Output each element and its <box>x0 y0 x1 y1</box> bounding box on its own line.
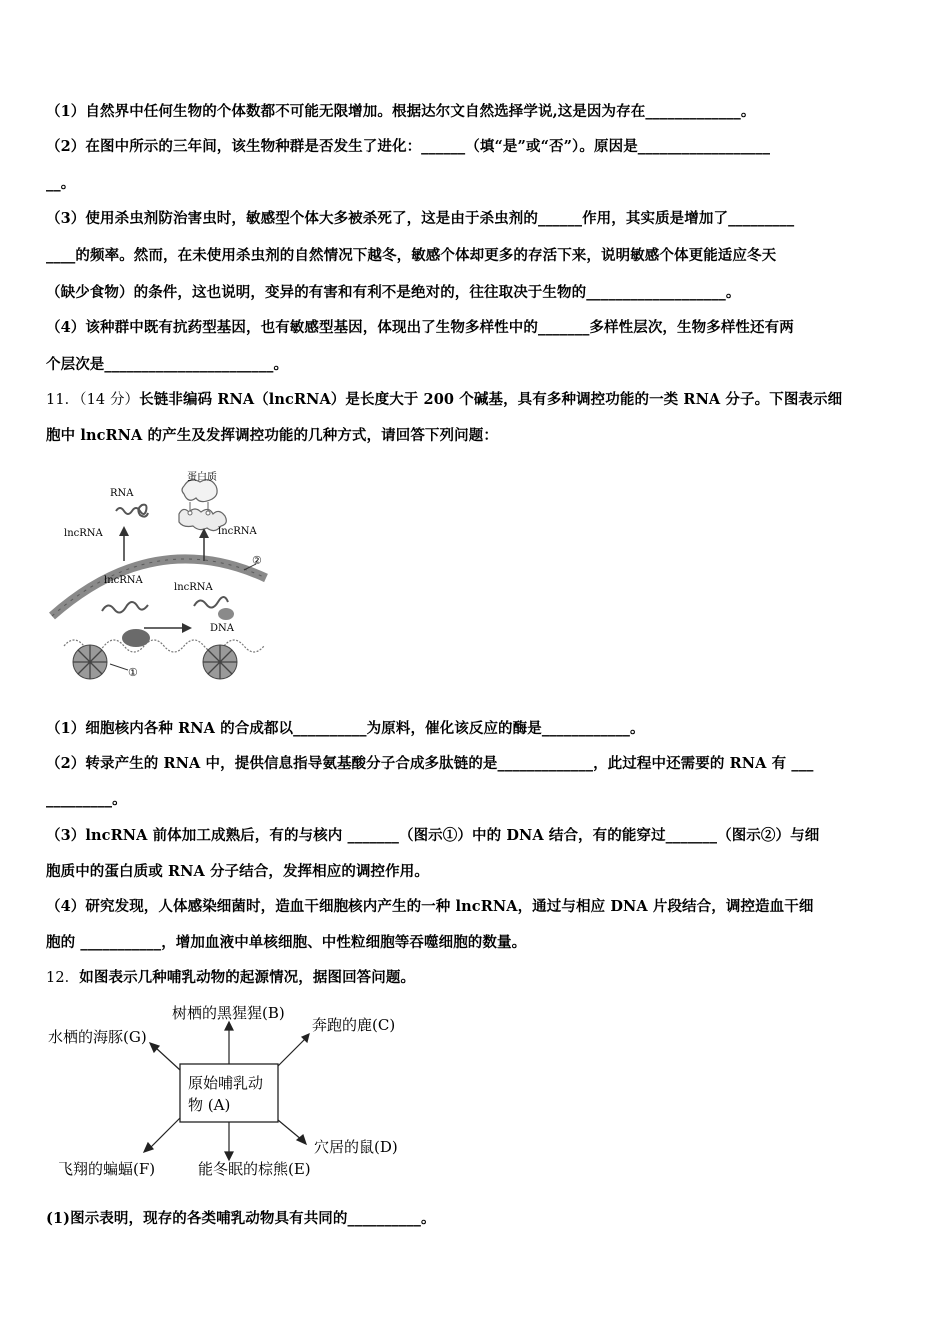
q10-line-7: （4）该种群中既有抗药型基因，也有敏感型基因，体现出了生物多样性中的_______多样性层次，生物多样性还有两 <box>46 319 794 336</box>
lncrna-diagram <box>44 466 274 681</box>
q11-part-3b: 胞质中的蛋白质或 RNA 分子结合，发挥相应的调控作用。 <box>46 863 429 880</box>
protein-blob <box>182 480 217 502</box>
q10-line-8: 个层次是_______________________。 <box>46 356 289 373</box>
label-dna: DNA <box>210 623 234 634</box>
q11-part-2a: （2）转录产生的 RNA 中，提供信息指导氨基酸分子合成多肽链的是_____________，此过程中还需要的 RNA 有 ___ <box>46 755 814 772</box>
label-lncrna-left: lncRNA <box>64 528 103 539</box>
q11-part-3a: （3）lncRNA 前体加工成熟后，有的与核内 _______（图示①）中的 DNA 结合，有的能穿过_______（图示②）与细 <box>46 827 820 844</box>
q12-part-1: (1)图示表明，现存的各类哺乳动物具有共同的__________。 <box>46 1210 436 1227</box>
label-rna: RNA <box>110 488 134 499</box>
q12-number: 12． <box>46 970 80 986</box>
label-g: 水栖的海豚(G) <box>48 1028 147 1046</box>
q12-intro: 如图表示几种哺乳动物的起源情况，据图回答问题。 <box>79 969 416 986</box>
q11-stem-text: 长链非编码 RNA（lncRNA）是长度大于 200 个碱基，具有多种调控功能的一类 RNA 分子。下图表示细 <box>139 391 843 408</box>
q11-stem-line-2: 胞中 lncRNA 的产生及发挥调控功能的几种方式，请回答下列问题： <box>46 427 498 444</box>
q10-line-1: （1）自然界中任何生物的个体数都不可能无限增加。根据达尔文自然选择学说,这是因为存在_____________。 <box>46 103 756 120</box>
q11-stem-line-1 <box>46 390 908 410</box>
q10-line-5: ____的频率。然而，在未使用杀虫剂的自然情况下越冬，敏感个体却更多的存活下来，说明敏感个体更能适应冬天 <box>46 247 777 264</box>
q11-part-1: （1）细胞核内各种 RNA 的合成都以__________为原料，催化该反应的酶是____________。 <box>46 720 645 737</box>
q11-part-2b: _________。 <box>46 791 127 808</box>
rna-squiggle <box>116 505 148 517</box>
label-mark-2: ② <box>252 554 262 567</box>
q10-line-4: （3）使用杀虫剂防治害虫时，敏感型个体大多被杀死了，这是由于杀虫剂的______作用，其实质是增加了_________ <box>46 210 795 227</box>
q11-part-4b: 胞的 ___________，增加血液中单核细胞、中性粒细胞等吞噬细胞的数量。 <box>46 934 527 951</box>
label-c: 奔跑的鹿(C) <box>312 1016 396 1034</box>
label-lncrna-mid2: lncRNA <box>174 582 213 593</box>
center-label-1: 原始哺乳动 <box>188 1074 264 1092</box>
center-label-2: 物 (A) <box>188 1096 231 1114</box>
q10-line-6: （缺少食物）的条件，这也说明，变异的有害和有利不是绝对的，往往取决于生物的___________________。 <box>46 284 741 301</box>
q11-number: 11．（14 分） <box>46 392 140 408</box>
label-b: 树栖的黑猩猩(B) <box>172 1004 285 1022</box>
q12-stem <box>46 968 908 988</box>
label-d: 穴居的鼠(D) <box>314 1138 398 1156</box>
label-f: 飞翔的蝙蝠(F) <box>58 1160 156 1178</box>
label-mark-1: ① <box>128 666 138 679</box>
q10-line-2: （2）在图中所示的三年间，该生物种群是否发生了进化：______（填“是”或“否”）。原因是__________________ <box>46 138 771 155</box>
label-lncrna-right: lncRNA <box>218 526 257 537</box>
label-lncrna-mid: lncRNA <box>104 575 143 586</box>
nuclear-envelope <box>52 559 266 616</box>
label-e: 能冬眠的棕熊(E) <box>198 1160 311 1178</box>
label-protein: 蛋白质 <box>187 472 217 483</box>
q10-line-3: __。 <box>46 175 76 192</box>
q11-part-4a: （4）研究发现，人体感染细菌时，造血干细胞核内产生的一种 lncRNA，通过与相应 DNA 片段结合，调控造血干细 <box>46 898 814 915</box>
mammal-origin-diagram <box>44 1000 414 1185</box>
